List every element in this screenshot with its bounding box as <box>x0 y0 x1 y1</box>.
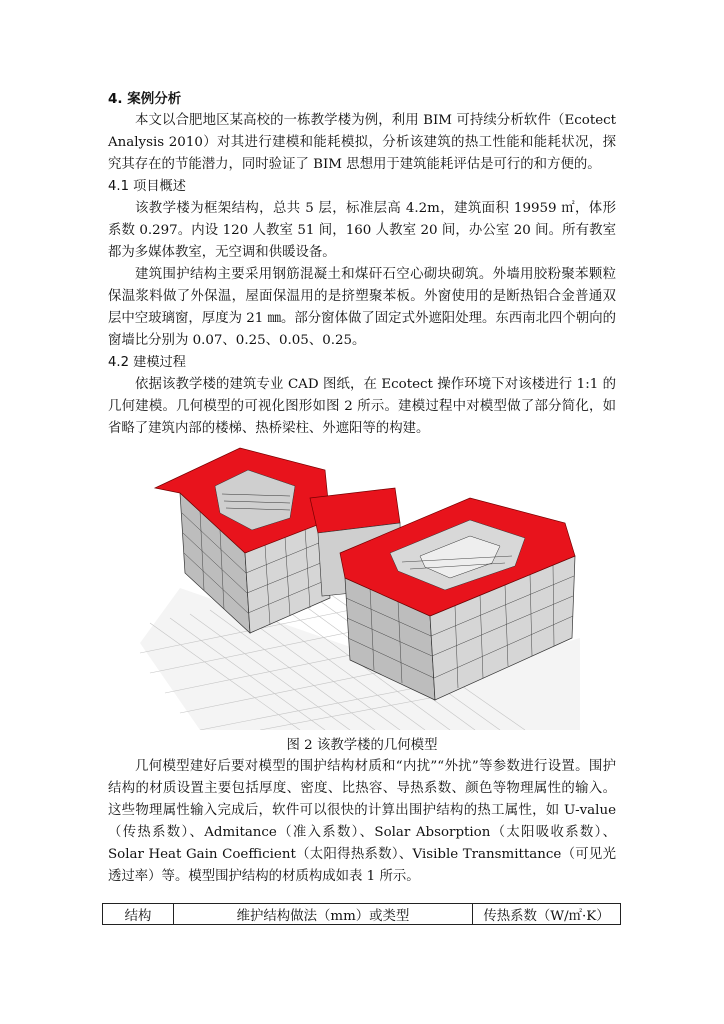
material-table <box>102 903 621 925</box>
overview-paragraph-2: 建筑围护结构主要采用钢筋混凝土和煤矸石空心砌块砌筑。外墙用胶粉聚苯颗粒保温浆料做了外保温，屋面保温用的是挤塑聚苯板。外窗使用的是断热铝合金普通双层中空玻璃窗，厚度为 21 ㎜。部分窗体做了固定式外遮阳处理。东西南北四个朝向的窗墙比分别为 0.07、0.25、0.05、0.25。 <box>108 267 616 348</box>
section-heading: 4. 案例分析 <box>108 91 182 107</box>
building-model-figure <box>140 438 580 730</box>
after-figure-text <box>108 756 616 888</box>
table-header-row <box>103 904 621 925</box>
subsection-heading-4-2: 4.2 建模过程 <box>108 355 186 370</box>
subsection-heading-4-1: 4.1 项目概述 <box>108 179 186 194</box>
material-paragraph: 几何模型建好后要对模型的围护结构材质和“内扰”“外扰”等参数进行设置。围护结构的材质设置主要包括厚度、密度、比热容、导热系数、颜色等物理属性的输入。这些物理属性输入完成后，软件可以很快的计算出围护结构的热工属性，如 U-value（传热系数）、Admitance（准入系数）、Solar Absorption（太阳吸收系数）、Solar Heat Gain Coefficient（太阳得热系数）、Visible Transmittance（可见光透过率）等。模型围护结构的材质构成如表 1 所示。 <box>108 759 616 884</box>
intro-paragraph: 本文以合肥地区某高校的一栋教学楼为例，利用 BIM 可持续分析软件（Ecotect Analysis 2010）对其进行建模和能耗模拟，分析该建筑的热工性能和能耗状况，探究其存在的节能潜力，同时验证了 BIM 思想用于建筑能耗评估是可行的和方便的。 <box>108 113 616 172</box>
table-header-cell: 维护结构做法（mm）或类型 <box>174 904 473 925</box>
table-header-cell: 传热系数（W/㎡·K） <box>473 904 621 925</box>
figure-caption: 图 2 该教学楼的几何模型 <box>286 738 438 753</box>
overview-paragraph-1: 该教学楼为框架结构，总共 5 层，标准层高 4.2m，建筑面积 19959 ㎡，体形系数 0.297。内设 120 人教室 51 间，160 人教室 20 间，办公室 20 间。所有教室都为多媒体教室，无空调和供暖设备。 <box>108 201 616 260</box>
table-header-cell: 结构 <box>103 904 174 925</box>
section-4 <box>108 88 616 440</box>
modeling-paragraph: 依据该教学楼的建筑专业 CAD 图纸，在 Ecotect 操作环境下对该楼进行 1:1 的几何建模。几何模型的可视化图形如图 2 所示。建模过程中对模型做了部分简化，如省略了建筑内部的楼梯、热桥梁柱、外遮阳等的构建。 <box>108 377 616 436</box>
